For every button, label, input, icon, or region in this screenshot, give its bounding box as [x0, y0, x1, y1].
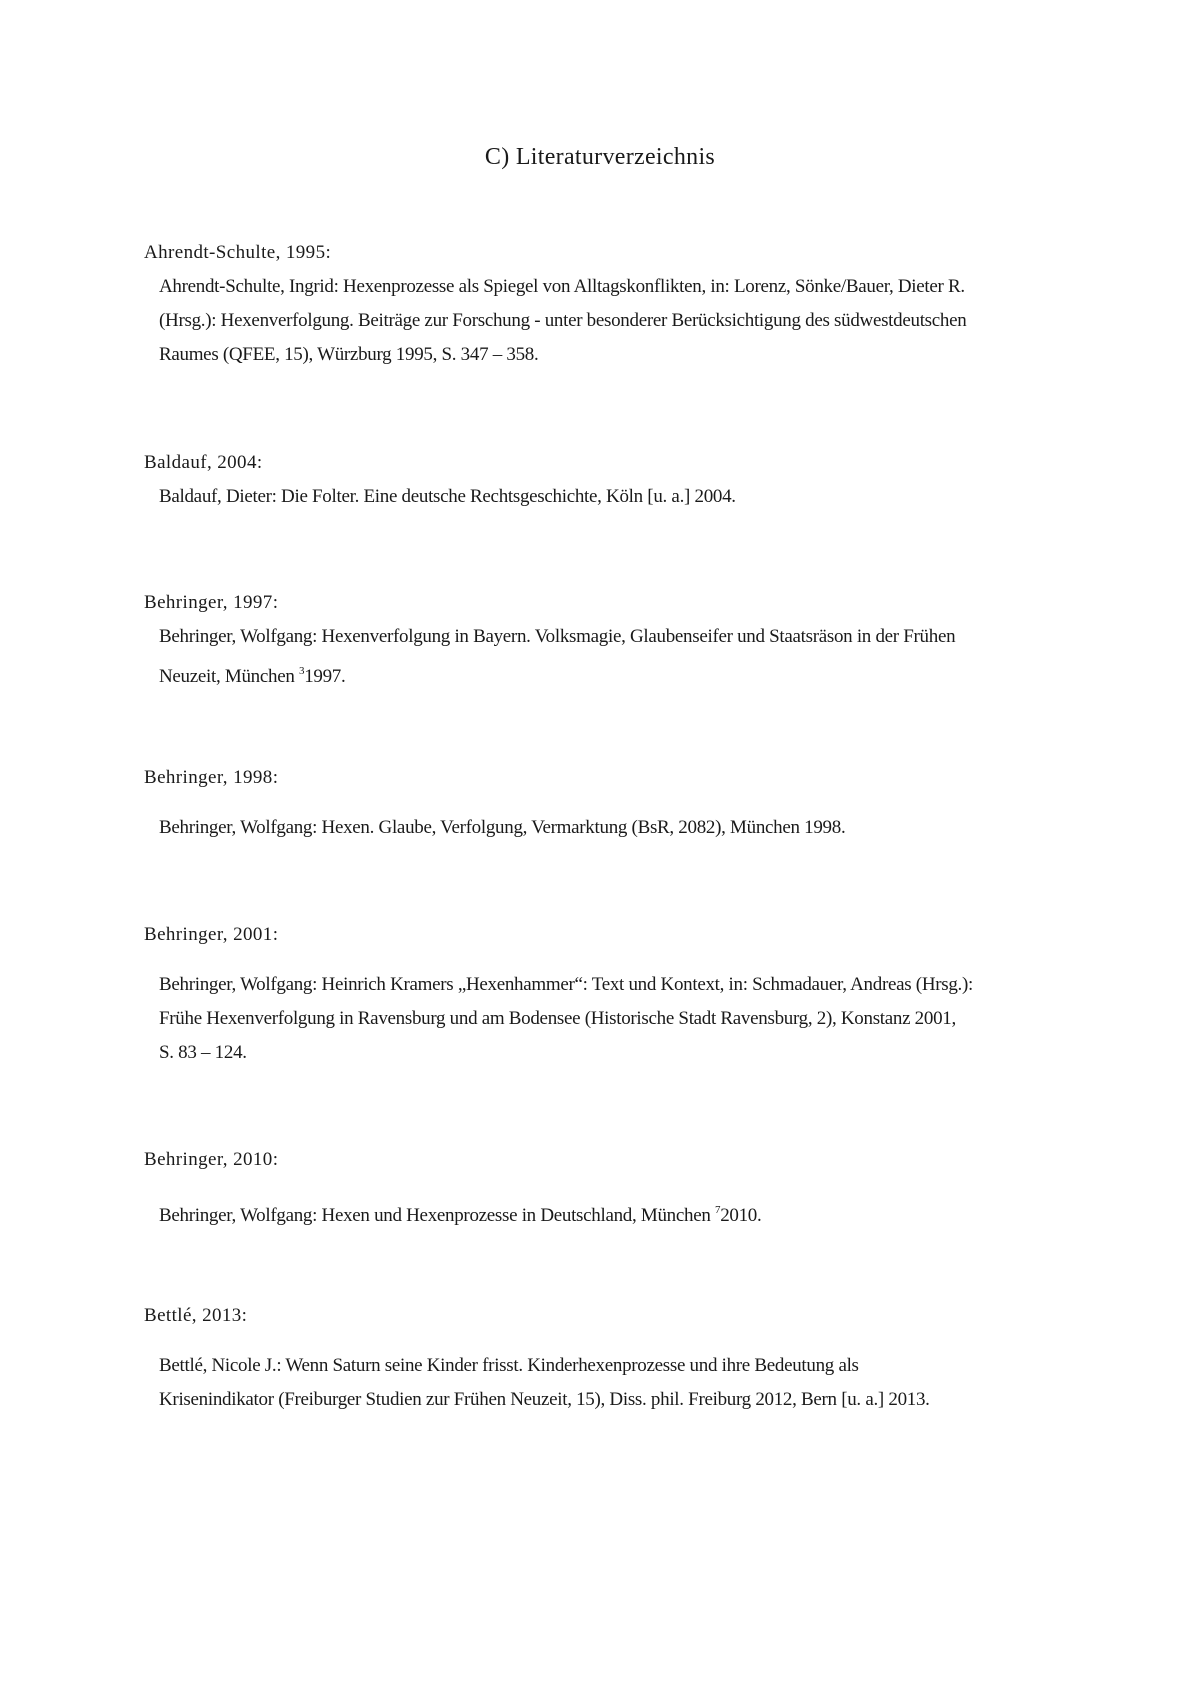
bibliography-entry — [144, 1304, 1064, 1417]
citation-line: Raumes (QFEE, 15), Würzburg 1995, S. 347 – 358. — [159, 344, 539, 365]
citation-line: Bettlé, Nicole J.: Wenn Saturn seine Kinder frisst. Kinderhexenprozesse und ihre Bedeutung als — [159, 1355, 859, 1376]
entry-citation — [159, 1193, 1064, 1233]
citation-line: Krisenindikator (Freiburger Studien zur Frühen Neuzeit, 15), Diss. phil. Freiburg 2012, Bern [u. a.] 2013. — [159, 1389, 930, 1410]
entry-citation — [159, 811, 1064, 845]
entry-key: Ahrendt-Schulte, 1995: — [144, 242, 332, 263]
entry-citation — [159, 620, 1064, 694]
citation-line — [159, 1193, 1064, 1233]
entry-key: Behringer, 2001: — [144, 924, 279, 945]
entry-key: Baldauf, 2004: — [144, 452, 263, 473]
citation-line — [159, 654, 1064, 694]
citation-line: Baldauf, Dieter: Die Folter. Eine deutsche Rechtsgeschichte, Köln [u. a.] 2004. — [159, 486, 736, 507]
bibliography-entry — [144, 766, 1064, 845]
entry-key: Behringer, 2010: — [144, 1149, 279, 1170]
edition-superscript: 7 — [715, 1204, 721, 1216]
entry-citation — [159, 480, 1064, 514]
citation-line: Frühe Hexenverfolgung in Ravensburg und am Bodensee (Historische Stadt Ravensburg, 2), Konstanz 2001, — [159, 1008, 956, 1029]
entry-citation — [159, 1349, 1064, 1417]
bibliography-entry — [144, 923, 1064, 1070]
edition-superscript: 3 — [299, 665, 305, 677]
citation-text: 2010. — [720, 1205, 762, 1226]
citation-line: (Hrsg.): Hexenverfolgung. Beiträge zur Forschung - unter besonderer Berücksichtigung des südwestdeutschen — [159, 310, 967, 331]
entry-citation — [159, 968, 1064, 1070]
citation-text: 1997. — [304, 666, 346, 687]
bibliography-entry — [144, 591, 1064, 694]
bibliography-entry — [144, 451, 1064, 514]
page-title: C) Literaturverzeichnis — [484, 144, 716, 170]
citation-line: S. 83 – 124. — [159, 1042, 247, 1063]
bibliography-entry — [144, 241, 1064, 372]
entry-citation — [159, 270, 1064, 372]
citation-line: Behringer, Wolfgang: Hexenverfolgung in Bayern. Volksmagie, Glaubenseifer und Staatsräson in der Frühen — [159, 626, 956, 647]
citation-line: Ahrendt-Schulte, Ingrid: Hexenprozesse als Spiegel von Alltagskonflikten, in: Lorenz, Sönke/Bauer, Dieter R. — [159, 276, 965, 297]
entry-key: Behringer, 1997: — [144, 592, 279, 613]
entry-key: Bettlé, 2013: — [144, 1305, 248, 1326]
citation-text: Behringer, Wolfgang: Hexen und Hexenprozesse in Deutschland, München — [159, 1205, 715, 1226]
citation-line: Behringer, Wolfgang: Hexen. Glaube, Verfolgung, Vermarktung (BsR, 2082), München 1998. — [159, 817, 846, 838]
citation-text: Neuzeit, München — [159, 666, 299, 687]
entry-key: Behringer, 1998: — [144, 767, 279, 788]
bibliography-entry — [144, 1148, 1064, 1233]
citation-line: Behringer, Wolfgang: Heinrich Kramers „Hexenhammer“: Text und Kontext, in: Schmadauer, Andreas (Hrsg.): — [159, 974, 974, 995]
